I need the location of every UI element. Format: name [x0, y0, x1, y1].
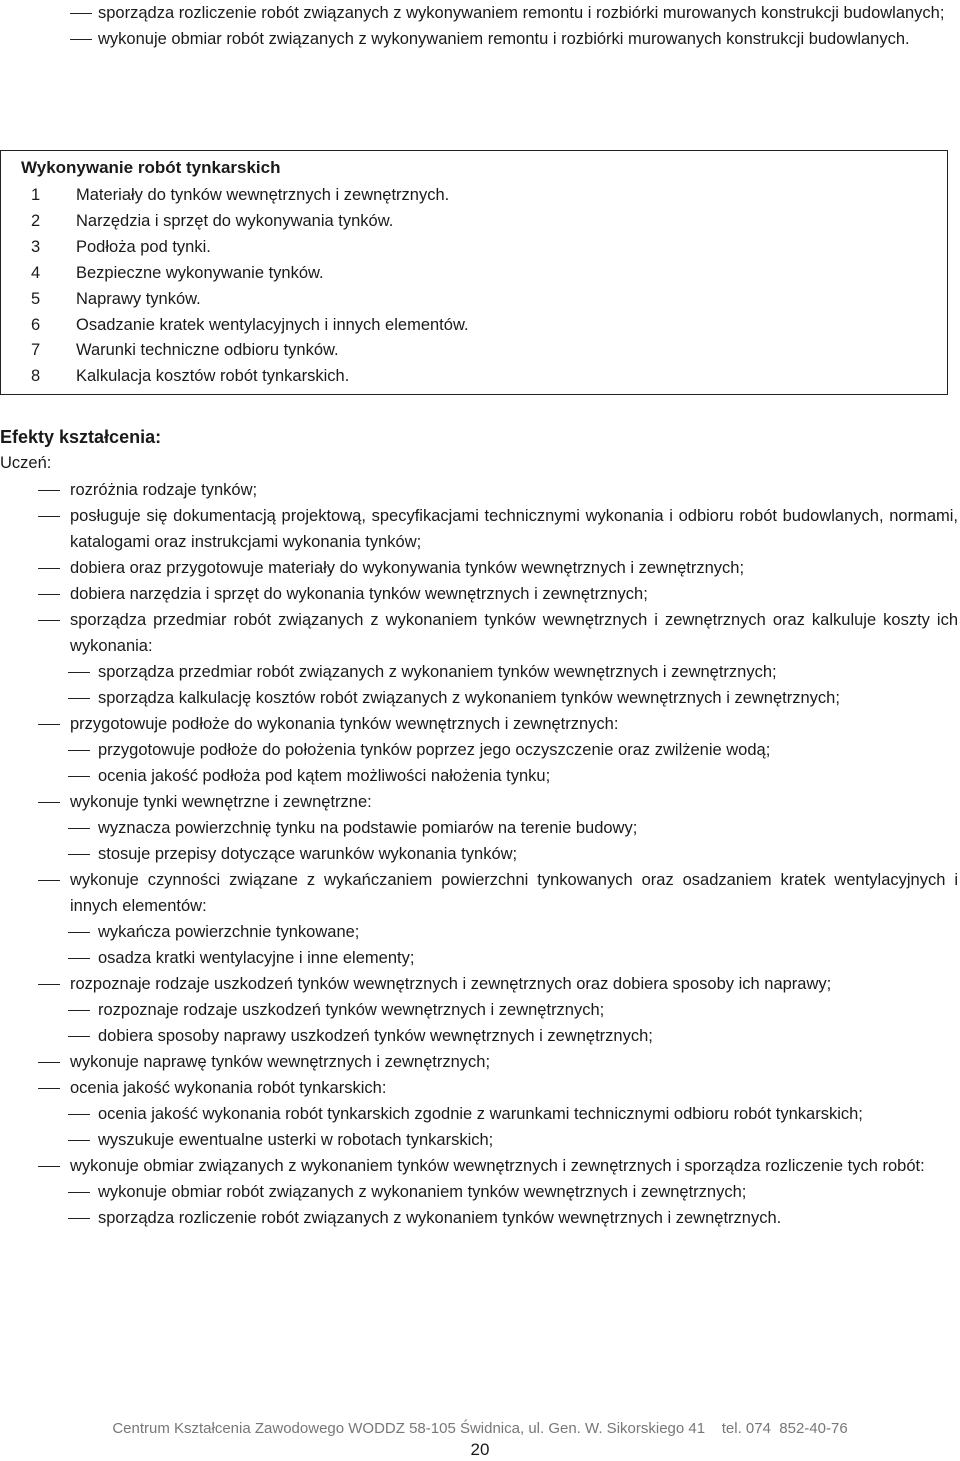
list-item: wykonuje tynki wewnętrzne i zewnętrzne: wyznacza powierzchnię tynku na podstawie pomiarów na terenie budowy; stosuje przepisy dotyczące warunków wykonania tynków;	[38, 789, 958, 867]
dash-bullet-icon	[38, 594, 60, 595]
dash-bullet-icon	[68, 932, 90, 933]
topic-item	[31, 364, 469, 390]
sub-list	[70, 659, 958, 711]
sub-list-item: stosuje przepisy dotyczące warunków wykonania tynków;	[38, 841, 958, 867]
list-item: rozróżnia rodzaje tynków;	[38, 477, 958, 503]
list-item: posługuje się dokumentacją projektową, specyfikacjami technicznymi wykonania i odbioru robót budowlanych, normami, katalogami oraz instrukcjami wykonania tynków;	[38, 503, 958, 555]
dash-bullet-icon	[68, 1218, 90, 1219]
topic-item	[31, 261, 469, 287]
list-item: wykonuje obmiar robót związanych z wykonywaniem remontu i rozbiórki murowanych konstrukcji budowlanych.	[70, 26, 960, 52]
dash-bullet-icon	[38, 1088, 60, 1089]
dash-bullet-icon	[68, 1114, 90, 1115]
dash-bullet-icon	[70, 39, 92, 40]
topic-item	[31, 287, 469, 313]
sub-list-item: rozpoznaje rodzaje uszkodzeń tynków wewnętrznych i zewnętrznych;	[38, 997, 958, 1023]
topic-number: 4	[31, 263, 41, 282]
sub-list	[70, 815, 958, 867]
topic-item	[31, 183, 469, 209]
dash-bullet-icon	[38, 724, 60, 725]
sub-list	[70, 919, 958, 971]
topic-number: 8	[31, 367, 41, 386]
sub-list-item: sporządza kalkulację kosztów robót związanych z wykonaniem tynków wewnętrznych i zewnętrznych;	[38, 685, 958, 711]
dash-bullet-icon	[38, 1166, 60, 1167]
list-item: wykonuje czynności związane z wykańczaniem powierzchni tynkowanych oraz osadzaniem kratek wentylacyjnych i innych elementów: wykańcza powierzchnie tynkowane; osadza kratki wentylacyjne i inne elementy;	[38, 867, 958, 971]
list-item: przygotowuje podłoże do wykonania tynków wewnętrznych i zewnętrznych: przygotowuje podłoże do położenia tynków poprzez jego oczyszczenie oraz zwilżenie wodą; ocenia jakość podłoża pod kątem możliwości nałożenia tynku;	[38, 711, 958, 789]
previous-module-effects-list	[70, 0, 960, 52]
sub-list	[70, 1179, 958, 1231]
module-title: Wykonywanie robót tynkarskich	[21, 158, 281, 177]
sub-list-item: dobiera sposoby naprawy uszkodzeń tynków wewnętrznych i zewnętrznych;	[38, 1023, 958, 1049]
dash-bullet-icon	[68, 776, 90, 777]
topic-text: Kalkulacja kosztów robót tynkarskich.	[76, 367, 350, 386]
module-box	[0, 150, 948, 395]
student-label: Uczeń:	[0, 454, 52, 472]
sub-list-item: osadza kratki wentylacyjne i inne elementy;	[38, 945, 958, 971]
topic-number: 1	[31, 186, 41, 204]
sub-list-item: wykonuje obmiar robót związanych z wykonaniem tynków wewnętrznych i zewnętrznych;	[38, 1179, 958, 1205]
dash-bullet-icon	[68, 1036, 90, 1037]
topic-text: Narzędzia i sprzęt do wykonywania tynków.	[76, 211, 394, 230]
topic-text: Naprawy tynków.	[76, 289, 201, 308]
dash-bullet-icon	[68, 854, 90, 855]
list-item: sporządza rozliczenie robót związanych z wykonywaniem remontu i rozbiórki murowanych konstrukcji budowlanych;	[70, 0, 960, 26]
dash-bullet-icon	[38, 1062, 60, 1063]
topic-item	[31, 338, 469, 364]
dash-bullet-icon	[68, 672, 90, 673]
topic-number: 5	[31, 289, 41, 308]
topic-number: 3	[31, 237, 41, 256]
topic-item	[31, 313, 469, 339]
list-item: wykonuje naprawę tynków wewnętrznych i zewnętrznych;	[38, 1049, 958, 1075]
dash-bullet-icon	[68, 828, 90, 829]
topic-text: Podłoża pod tynki.	[76, 237, 211, 256]
sub-list-item: przygotowuje podłoże do położenia tynków poprzez jego oczyszczenie oraz zwilżenie wodą;	[38, 737, 958, 763]
page-footer: Centrum Kształcenia Zawodowego WODDZ 58-105 Świdnica, ul. Gen. W. Sikorskiego 41 tel. 074 852-40-76	[112, 1420, 848, 1437]
list-item: rozpoznaje rodzaje uszkodzeń tynków wewnętrznych i zewnętrznych oraz dobiera sposoby ich naprawy; rozpoznaje rodzaje uszkodzeń tynków wewnętrznych i zewnętrznych; dobiera sposoby naprawy uszkodzeń tynków wewnętrznych i zewnętrznych;	[38, 971, 958, 1049]
list-item: dobiera narzędzia i sprzęt do wykonania tynków wewnętrznych i zewnętrznych;	[38, 581, 958, 607]
effects-heading: Efekty kształcenia:	[0, 427, 162, 447]
dash-bullet-icon	[68, 1192, 90, 1193]
page-number: 20	[470, 1440, 490, 1459]
topic-number: 2	[31, 211, 41, 230]
topic-item	[31, 209, 469, 235]
dash-bullet-icon	[38, 880, 60, 881]
topic-text: Bezpieczne wykonywanie tynków.	[76, 263, 324, 282]
dash-bullet-icon	[38, 490, 60, 491]
dash-bullet-icon	[68, 1010, 90, 1011]
sub-list-item: sporządza rozliczenie robót związanych z wykonaniem tynków wewnętrznych i zewnętrznych.	[38, 1205, 958, 1231]
sub-list-item: wyznacza powierzchnię tynku na podstawie pomiarów na terenie budowy;	[38, 815, 958, 841]
learning-effects-list	[38, 477, 958, 1231]
dash-bullet-icon	[68, 750, 90, 751]
sub-list	[70, 1101, 958, 1153]
sub-list-item: wykańcza powierzchnie tynkowane;	[38, 919, 958, 945]
list-item: wykonuje obmiar związanych z wykonaniem tynków wewnętrznych i zewnętrznych i sporządza rozliczenie tych robót: wykonuje obmiar robót związanych z wykonaniem tynków wewnętrznych i zewnętrznych; sporządza rozliczenie robót związanych z wykonaniem tynków wewnętrznych i zewnętrznych.	[38, 1153, 958, 1231]
topic-number: 6	[31, 315, 41, 334]
sub-list-item: ocenia jakość podłoża pod kątem możliwości nałożenia tynku;	[38, 763, 958, 789]
sub-list-item: ocenia jakość wykonania robót tynkarskich zgodnie z warunkami technicznymi odbioru robót tynkarskich;	[38, 1101, 958, 1127]
list-item: sporządza przedmiar robót związanych z wykonaniem tynków wewnętrznych i zewnętrznych oraz kalkuluje koszty ich wykonania: sporządza przedmiar robót związanych z wykonaniem tynków wewnętrznych i zewnętrznych; sporządza kalkulację kosztów robót związanych z wykonaniem tynków wewnętrznych i zewnętrznych;	[38, 607, 958, 711]
dash-bullet-icon	[38, 620, 60, 621]
topic-text: Warunki techniczne odbioru tynków.	[76, 341, 339, 360]
topic-text: Osadzanie kratek wentylacyjnych i innych elementów.	[76, 315, 469, 334]
sub-list-item: sporządza przedmiar robót związanych z wykonaniem tynków wewnętrznych i zewnętrznych;	[38, 659, 958, 685]
dash-bullet-icon	[38, 568, 60, 569]
dash-bullet-icon	[38, 516, 60, 517]
module-topics-list	[31, 183, 469, 390]
sub-list-item: wyszukuje ewentualne usterki w robotach tynkarskich;	[38, 1127, 958, 1153]
topic-text: Materiały do tynków wewnętrznych i zewnętrznych.	[76, 186, 450, 204]
topic-number: 7	[31, 341, 41, 360]
dash-bullet-icon	[68, 1140, 90, 1141]
dash-bullet-icon	[70, 13, 92, 14]
topic-item	[31, 235, 469, 261]
dash-bullet-icon	[68, 958, 90, 959]
sub-list	[70, 997, 958, 1049]
dash-bullet-icon	[68, 698, 90, 699]
dash-bullet-icon	[38, 802, 60, 803]
dash-bullet-icon	[38, 984, 60, 985]
sub-list	[70, 737, 958, 789]
list-item: ocenia jakość wykonania robót tynkarskich: ocenia jakość wykonania robót tynkarskich zgodnie z warunkami technicznymi odbioru robót tynkarskich; wyszukuje ewentualne usterki w robotach tynkarskich;	[38, 1075, 958, 1153]
list-item: dobiera oraz przygotowuje materiały do wykonywania tynków wewnętrznych i zewnętrznych;	[38, 555, 958, 581]
